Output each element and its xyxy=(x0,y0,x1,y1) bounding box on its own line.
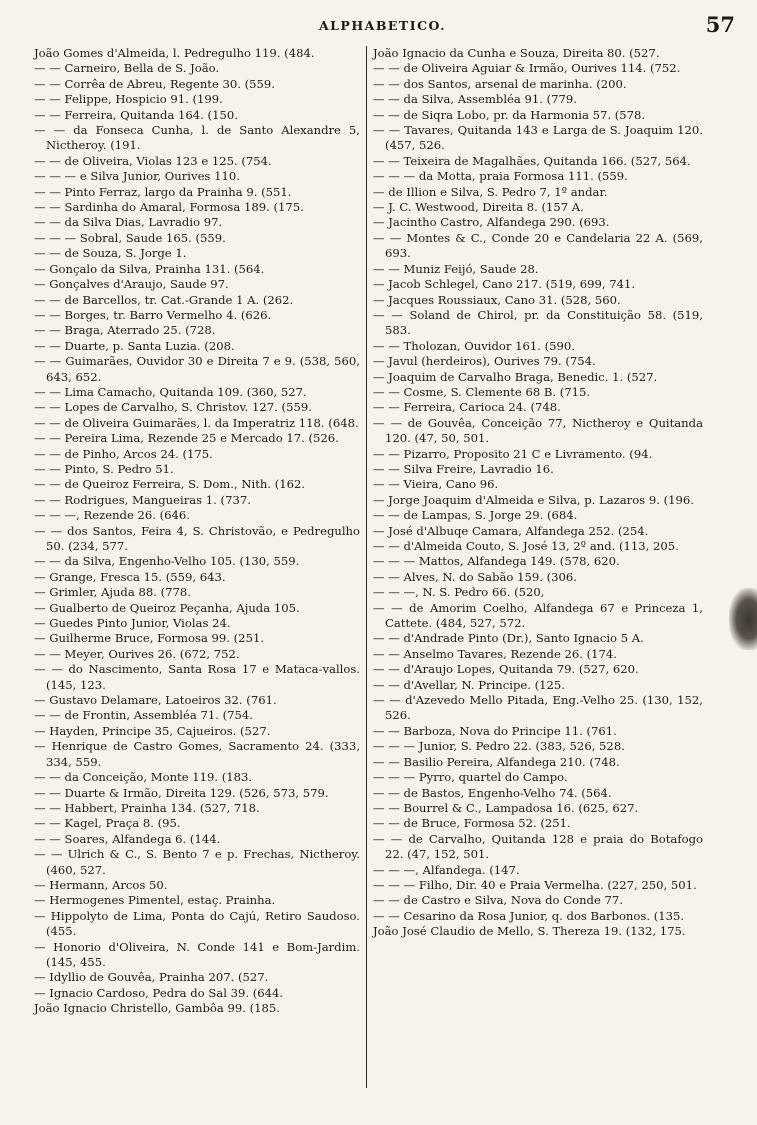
directory-entry: — — Corrêa de Abreu, Regente 30. (559. xyxy=(34,76,275,91)
directory-entry: — — de Siqra Lobo, pr. da Harmonia 57. (578. xyxy=(373,107,646,122)
directory-entry: — — Braga, Aterrado 25. (728. xyxy=(34,323,216,338)
directory-entry: — — Borges, tr. Barro Vermelho 4. (626. xyxy=(34,307,272,322)
directory-entry: — Ignacio Cardoso, Pedra do Sal 39. (644. xyxy=(34,985,284,1000)
directory-entry: — — de Queiroz Ferreira, S. Dom., Nith. (162. xyxy=(34,477,306,492)
directory-entry: — — Montes & C., Conde 20 e Candelaria 22 A. (569, 693. xyxy=(373,230,703,261)
directory-entry: — — Cesarino da Rosa Junior, q. dos Barbonos. (135. xyxy=(373,908,685,923)
directory-entry: — Guilherme Bruce, Formosa 99. (251. xyxy=(34,631,265,646)
directory-entry: João José Claudio de Mello, S. Thereza 19. (132, 175. xyxy=(373,924,686,939)
directory-entry: — — Pinto, S. Pedro 51. xyxy=(34,461,174,476)
directory-entry: — — — Mattos, Alfandega 149. (578, 620. xyxy=(373,554,620,569)
directory-entry: — — de Amorim Coelho, Alfandega 67 e Princeza 1, Cattete. (484, 527, 572. xyxy=(373,600,703,631)
directory-entry: — — — e Silva Junior, Ourives 110. xyxy=(34,169,240,184)
directory-entry: — — Duarte & Irmão, Direita 129. (526, 573, 579. xyxy=(34,785,329,800)
directory-entry: — — de Pinho, Arcos 24. (175. xyxy=(34,446,213,461)
directory-entry: — — d'Avellar, N. Principe. (125. xyxy=(373,677,565,692)
directory-entry: — Jorge Joaquim d'Almeida e Silva, p. Lazaros 9. (196. xyxy=(373,492,694,507)
directory-entry: — — de Carvalho, Quitanda 128 e praia do Botafogo 22. (47, 152, 501. xyxy=(373,831,703,862)
directory-entry: — Hippolyto de Lima, Ponta do Cajú, Retiro Saudoso. (455. xyxy=(34,908,360,939)
directory-entry: — Gualberto de Queiroz Peçanha, Ajuda 105. xyxy=(34,600,300,615)
directory-entry: — — Tholozan, Ouvidor 161. (590. xyxy=(373,338,575,353)
directory-entry: — — Pizarro, Proposito 21 C e Livramento. (94. xyxy=(373,446,653,461)
directory-entry: — — Guimarães, Ouvidor 30 e Direita 7 e 9. (538, 560, 643, 652. xyxy=(34,354,360,384)
directory-entry: — — d'Almeida Couto, S. José 13, 2º and. (113, 205. xyxy=(373,539,679,553)
directory-entry: João Gomes d'Almeida, l. Pedregulho 119. (484. xyxy=(34,46,315,60)
directory-entry: João Ignacio Christello, Gambôa 99. (185. xyxy=(34,1001,280,1016)
directory-entry: — — da Silva, Engenho-Velho 105. (130, 559. xyxy=(34,554,300,569)
directory-entry: — — Pinto Ferraz, largo da Prainha 9. (551. xyxy=(34,184,292,199)
column-divider xyxy=(366,46,367,1088)
directory-entry: — — de Bastos, Engenho-Velho 74. (564. xyxy=(373,785,612,800)
directory-entry: — — Carneiro, Bella de S. João. xyxy=(34,61,220,76)
right-column xyxy=(373,46,703,940)
directory-entry: — — de Oliveira Guimarães, l. da Imperatriz 118. (648. xyxy=(34,415,359,430)
directory-entry: — — de Barcellos, tr. Cat.-Grande 1 A. (262. xyxy=(34,292,294,307)
directory-entry: — — de Frontin, Assembléa 71. (754. xyxy=(34,708,253,723)
directory-entry: — — Anselmo Tavares, Rezende 26. (174. xyxy=(373,646,617,661)
directory-entry: — — d'Andrade Pinto (Dr.), Santo Ignacio 5 A. xyxy=(373,631,644,646)
directory-entry: — — Teixeira de Magalhães, Quitanda 166. (527, 564. xyxy=(373,153,691,168)
directory-entry: — — d'Araujo Lopes, Quitanda 79. (527, 620. xyxy=(373,662,639,677)
running-title: ALPHABETICO. xyxy=(318,18,447,33)
directory-entry: — Hermann, Arcos 50. xyxy=(34,877,168,892)
directory-entry: — de Illion e Silva, S. Pedro 7, 1º andar. xyxy=(373,184,608,199)
directory-entry: — — Soland de Chirol, pr. da Constituição 58. (519, 583. xyxy=(373,307,703,338)
directory-entry: — — de Castro e Silva, Nova do Conde 77. xyxy=(373,893,623,908)
directory-entry: — — da Silva Dias, Lavradio 97. xyxy=(34,215,223,230)
directory-entry: — — Kagel, Praça 8. (95. xyxy=(34,816,181,831)
directory-entry: — — Silva Freire, Lavradio 16. xyxy=(373,461,554,476)
directory-entry: — — Habbert, Prainha 134. (527, 718. xyxy=(34,800,260,815)
directory-entry: — — de Gouvêa, Conceição 77, Nictheroy e Quitanda 120. (47, 50, 501. xyxy=(373,415,703,446)
directory-entry: — — dos Santos, Feira 4, S. Christovão, e Pedregulho 50. (234, 577. xyxy=(34,523,360,553)
directory-entry: — — de Oliveira Aguiar & Irmão, Ourives 114. (752. xyxy=(373,61,681,76)
left-column xyxy=(34,46,360,1017)
directory-entry: — — —, Alfandega. (147. xyxy=(373,862,520,877)
directory-entry: — — Bourrel & C., Lampadosa 16. (625, 627. xyxy=(373,800,639,815)
directory-entry: — — de Bruce, Formosa 52. (251. xyxy=(373,816,571,831)
directory-entry: João Ignacio da Cunha e Souza, Direita 80. (527. xyxy=(373,46,660,60)
directory-entry: — — — Filho, Dir. 40 e Praia Vermelha. (227, 250, 501. xyxy=(373,877,697,892)
directory-entry: — J. C. Westwood, Direita 8. (157 A. xyxy=(373,200,584,215)
directory-entry: — — — Junior, S. Pedro 22. (383, 526, 528. xyxy=(373,739,625,754)
directory-entry: — — Lima Camacho, Quitanda 109. (360, 527. xyxy=(34,384,307,399)
directory-entry: — — — Sobral, Saude 165. (559. xyxy=(34,230,226,245)
directory-entry: — Henrique de Castro Gomes, Sacramento 24. (333, 334, 559. xyxy=(34,739,360,769)
directory-entry: — Gonçalo da Silva, Prainha 131. (564. xyxy=(34,261,265,276)
directory-entry: — — de Souza, S. Jorge 1. xyxy=(34,246,187,261)
directory-entry: — Joaquim de Carvalho Braga, Benedic. 1. (527. xyxy=(373,369,658,384)
directory-entry: — — Alves, N. do Sabão 159. (306. xyxy=(373,569,577,584)
directory-entry: — — Sardinha do Amaral, Formosa 189. (175. xyxy=(34,200,304,215)
directory-entry: — — Rodrigues, Mangueiras 1. (737. xyxy=(34,492,251,507)
directory-entry: — Honorio d'Oliveira, N. Conde 141 e Bom-Jardim. (145, 455. xyxy=(34,939,360,969)
directory-entry: — — Muniz Feijó, Saude 28. xyxy=(373,261,539,276)
directory-entry: — — da Conceição, Monte 119. (183. xyxy=(34,770,253,785)
page-header xyxy=(30,12,735,42)
directory-entry: — — da Silva, Assembléa 91. (779. xyxy=(373,92,577,107)
ink-stain xyxy=(729,588,757,650)
directory-entry: — Hayden, Principe 35, Cajueiros. (527. xyxy=(34,723,271,738)
directory-entry: — — Felippe, Hospicio 91. (199. xyxy=(34,92,223,107)
directory-entry: — Jacques Roussiaux, Cano 31. (528, 560. xyxy=(373,292,621,307)
directory-entry: — — d'Azevedo Mello Pitada, Eng.-Velho 25. (130, 152, 526. xyxy=(373,693,703,723)
directory-entry: — Gonçalves d'Araujo, Saude 97. xyxy=(34,277,229,292)
directory-entry: — — Tavares, Quitanda 143 e Larga de S. Joaquim 120. (457, 526. xyxy=(373,123,703,153)
directory-entry: — — Barboza, Nova do Principe 11. (761. xyxy=(373,723,617,738)
directory-entry: — — Duarte, p. Santa Luzia. (208. xyxy=(34,338,235,353)
page-number: 57 xyxy=(705,12,735,37)
directory-entry: — José d'Albuqe Camara, Alfandega 252. (254. xyxy=(373,523,649,538)
directory-entry: — Idyllio de Gouvêa, Prainha 207. (527. xyxy=(34,970,269,985)
directory-entry: — — Ferreira, Carioca 24. (748. xyxy=(373,400,561,415)
directory-entry: — — Lopes de Carvalho, S. Christov. 127. (559. xyxy=(34,400,312,415)
directory-entry: — — Pereira Lima, Rezende 25 e Mercado 17. (526. xyxy=(34,431,339,446)
directory-entry: — — Cosme, S. Clemente 68 B. (715. xyxy=(373,384,591,399)
directory-entry: — Hermogenes Pimentel, estaç. Prainha. xyxy=(34,893,276,908)
directory-entry: — — Ulrich & C., S. Bento 7 e p. Frechas, Nictheroy. (460, 527. xyxy=(34,847,360,877)
directory-entry: — — —, N. S. Pedro 66. (520, xyxy=(373,585,545,600)
directory-entry: — Jacintho Castro, Alfandega 290. (693. xyxy=(373,215,610,230)
directory-entry: — — Meyer, Ourives 26. (672, 752. xyxy=(34,646,240,661)
directory-entry: — — Vieira, Cano 96. xyxy=(373,477,499,492)
directory-entry: — Jacob Schlegel, Cano 217. (519, 699, 741. xyxy=(373,277,636,292)
directory-entry: — Gustavo Delamare, Latoeiros 32. (761. xyxy=(34,693,277,708)
directory-entry: — — — Pyrro, quartel do Campo. xyxy=(373,770,568,785)
directory-entry: — — dos Santos, arsenal de marinha. (200. xyxy=(373,76,627,91)
directory-entry: — — do Nascimento, Santa Rosa 17 e Mataca-vallos. (145, 123. xyxy=(34,662,360,692)
directory-entry: — — Soares, Alfandega 6. (144. xyxy=(34,831,221,846)
directory-entry: — Guedes Pinto Junior, Violas 24. xyxy=(34,616,231,631)
directory-entry: — — — da Motta, praia Formosa 111. (559. xyxy=(373,169,628,184)
directory-entry: — Javul (herdeiros), Ourives 79. (754. xyxy=(373,354,596,369)
directory-entry: — Grange, Fresca 15. (559, 643. xyxy=(34,569,226,584)
directory-entry: — Grimler, Ajuda 88. (778. xyxy=(34,585,191,600)
directory-entry: — — —, Rezende 26. (646. xyxy=(34,508,190,523)
directory-entry: — — Ferreira, Quitanda 164. (150. xyxy=(34,107,238,122)
directory-entry: — — de Lampas, S. Jorge 29. (684. xyxy=(373,508,578,523)
directory-entry: — — Basilio Pereira, Alfandega 210. (748. xyxy=(373,754,620,769)
directory-entry: — — de Oliveira, Violas 123 e 125. (754. xyxy=(34,153,272,168)
directory-entry: — — da Fonseca Cunha, l. de Santo Alexandre 5, Nictheroy. (191. xyxy=(34,123,360,153)
